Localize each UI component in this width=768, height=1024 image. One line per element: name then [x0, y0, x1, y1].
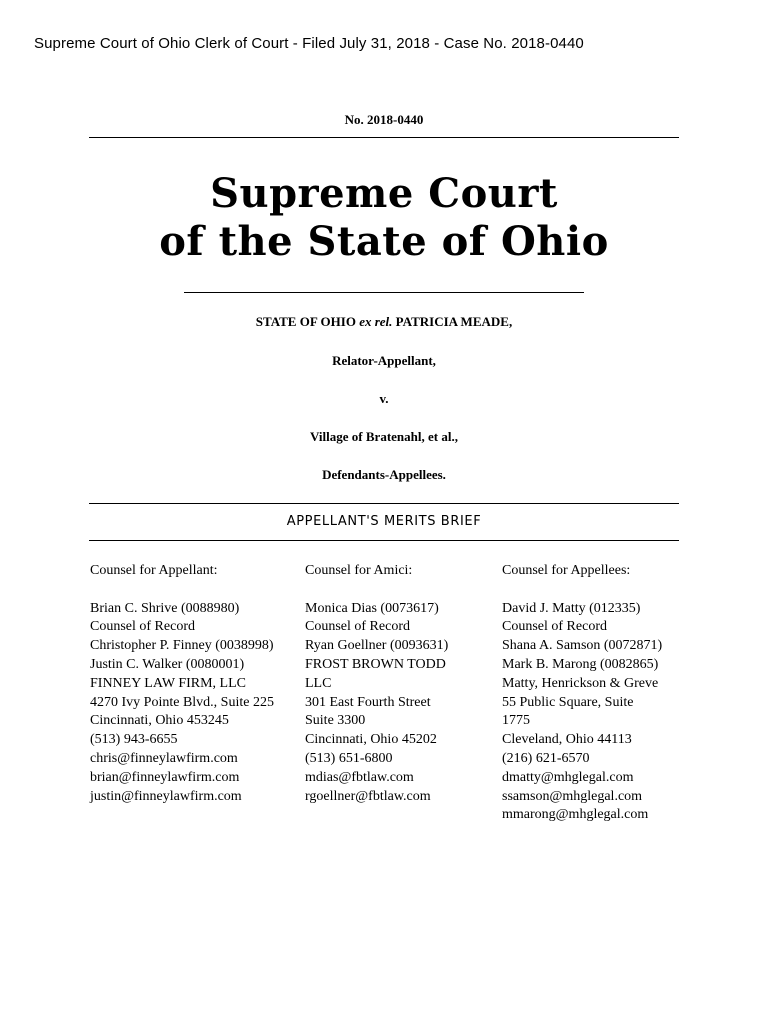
counsel-heading: Counsel for Appellees: — [502, 563, 631, 578]
counsel-line: (216) 621-6570 — [502, 750, 590, 766]
defendant-role: Defendants-Appellees. — [322, 467, 446, 482]
defendant: Village of Bratenahl, et al., — [310, 429, 458, 444]
counsel-email: chris@finneylawfirm.com — [90, 750, 238, 766]
counsel-line: Mark B. Marong (0082865) — [502, 656, 659, 672]
counsel-email: ssamson@mhglegal.com — [502, 788, 643, 804]
counsel-line: Counsel of Record — [90, 619, 195, 635]
counsel-line: Christopher P. Finney (0038998) — [90, 638, 274, 654]
counsel-line: Shana A. Samson (0072871) — [502, 638, 663, 654]
counsel-email: mdias@fbtlaw.com — [305, 769, 414, 785]
counsel-heading: Counsel for Appellant: — [90, 563, 218, 578]
relator — [0, 314, 768, 330]
court-title — [0, 170, 768, 266]
counsel-for-appellant — [90, 562, 274, 806]
counsel-line: Matty, Henrickson & Greve — [502, 675, 659, 691]
counsel-line: Suite 3300 — [305, 713, 366, 729]
relator-role: Relator-Appellant, — [332, 353, 436, 368]
counsel-line: Monica Dias (0073617) — [305, 600, 439, 616]
filing-header: Supreme Court of Ohio Clerk of Court - Filed July 31, 2018 - Case No. 2018-0440 — [34, 35, 584, 52]
counsel-heading: Counsel for Amici: — [305, 563, 413, 578]
counsel-for-amici — [305, 562, 448, 806]
counsel-line: FROST BROWN TODD — [305, 656, 446, 672]
counsel-line: Counsel of Record — [305, 619, 410, 635]
court-title-line-1: Supreme Court — [210, 170, 558, 217]
counsel-line: FINNEY LAW FIRM, LLC — [90, 675, 246, 691]
counsel-line: Cincinnati, Ohio 453245 — [90, 713, 229, 729]
counsel-line: Ryan Goellner (0093631) — [305, 638, 449, 654]
counsel-line: 301 East Fourth Street — [305, 694, 431, 710]
divider-above-brief-title — [89, 503, 679, 504]
case-number: No. 2018-0440 — [344, 112, 424, 127]
counsel-line: LLC — [305, 675, 332, 691]
relator-name: PATRICIA MEADE, — [392, 314, 513, 329]
counsel-line: (513) 651-6800 — [305, 750, 393, 766]
divider-under-title — [184, 292, 584, 293]
versus: v. — [379, 391, 389, 406]
counsel-email: rgoellner@fbtlaw.com — [305, 788, 431, 804]
counsel-line: Brian C. Shrive (0088980) — [90, 600, 240, 616]
counsel-email: dmatty@mhglegal.com — [502, 769, 634, 785]
counsel-line: 1775 — [502, 713, 530, 729]
counsel-line: (513) 943-6655 — [90, 732, 178, 748]
divider-below-brief-title — [89, 540, 679, 541]
counsel-line: Cincinnati, Ohio 45202 — [305, 732, 437, 748]
relator-ex-rel: ex rel. — [359, 314, 393, 329]
brief-title: APPELLANT'S MERITS BRIEF — [286, 514, 482, 529]
counsel-line: 4270 Ivy Pointe Blvd., Suite 225 — [90, 694, 274, 710]
counsel-line: Justin C. Walker (0080001) — [90, 656, 245, 672]
relator-prefix: STATE OF OHIO — [255, 314, 360, 329]
counsel-line: David J. Matty (012335) — [502, 600, 641, 616]
counsel-for-appellees — [502, 562, 662, 825]
court-title-line-2: of the State of Ohio — [159, 218, 609, 265]
counsel-line: Counsel of Record — [502, 619, 607, 635]
counsel-line: Cleveland, Ohio 44113 — [502, 732, 632, 748]
counsel-email: justin@finneylawfirm.com — [90, 788, 242, 804]
counsel-line: 55 Public Square, Suite — [502, 694, 634, 710]
counsel-email: mmarong@mhglegal.com — [502, 807, 649, 823]
divider-top — [89, 137, 679, 138]
counsel-email: brian@finneylawfirm.com — [90, 769, 240, 785]
